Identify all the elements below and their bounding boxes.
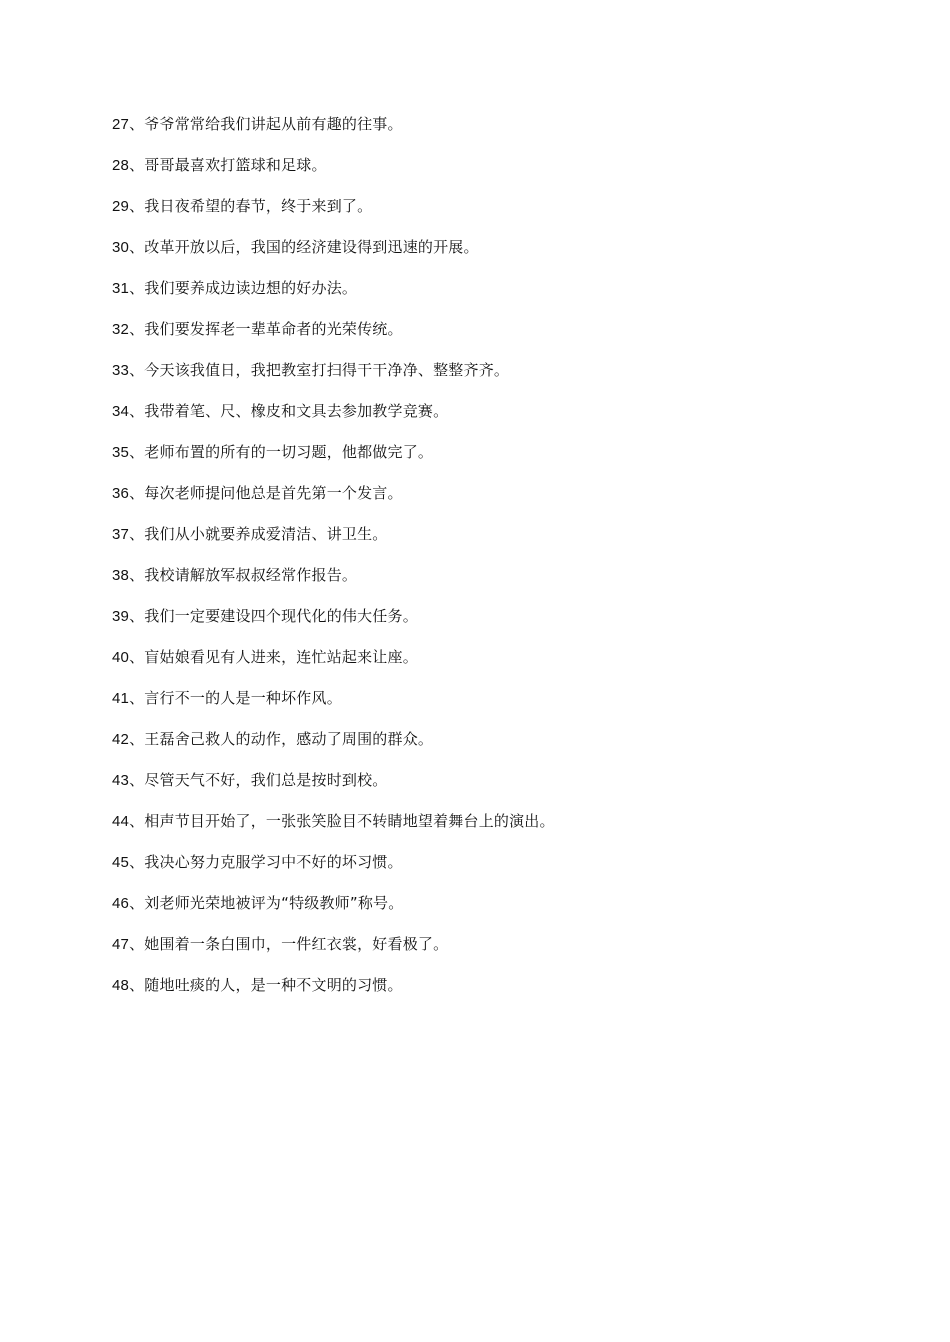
list-item [112,563,872,604]
item-number: 41 [112,690,130,707]
item-text: 、哥哥最喜欢打篮球和足球。 [129,156,327,174]
item-text: 、我决心努力克服学习中不好的坏习惯。 [129,853,403,871]
item-text: 、我们要养成边读边想的好办法。 [129,279,358,297]
item-text: 、今天该我值日，我把教室打扫得干干净净、整整齐齐。 [129,361,510,379]
list-item [112,645,872,686]
list-item [112,932,872,973]
item-text: 、老师布置的所有的一切习题，他都做完了。 [129,443,434,461]
list-item [112,276,872,317]
item-text: 、改革开放以后，我国的经济建设得到迅速的开展。 [129,238,479,256]
list-item [112,522,872,563]
list-item [112,809,872,850]
item-number: 42 [112,731,130,748]
item-text: 、言行不一的人是一种坏作风。 [129,689,342,707]
list-item [112,194,872,235]
list-item [112,973,872,1014]
list-item [112,850,872,891]
item-number: 39 [112,608,130,625]
item-number: 29 [112,198,130,215]
item-number: 34 [112,403,130,420]
item-number: 31 [112,280,130,297]
item-number: 48 [112,977,130,994]
item-text: 、刘老师光荣地被评为“特级教师”称号。 [129,894,404,912]
item-text: 、随地吐痰的人，是一种不文明的习惯。 [129,976,403,994]
item-text: 、我们一定要建设四个现代化的伟大任务。 [129,607,418,625]
item-number: 46 [112,895,130,912]
item-text: 、每次老师提问他总是首先第一个发言。 [129,484,403,502]
item-number: 30 [112,239,130,256]
item-number: 28 [112,157,130,174]
item-number: 32 [112,321,130,338]
list-item [112,317,872,358]
item-number: 33 [112,362,130,379]
item-number: 36 [112,485,130,502]
list-item [112,604,872,645]
list-item [112,112,872,153]
item-text: 、我日夜希望的春节，终于来到了。 [129,197,373,215]
item-text: 、王磊舍己救人的动作，感动了周围的群众。 [129,730,434,748]
list-item [112,440,872,481]
item-text: 、爷爷常常给我们讲起从前有趣的往事。 [129,115,403,133]
item-number: 44 [112,813,130,830]
list-item [112,358,872,399]
item-text: 、她围着一条白围巾，一件红衣裳，好看极了。 [129,935,449,953]
item-text: 、我带着笔、尺、橡皮和文具去参加教学竞赛。 [129,402,449,420]
item-number: 45 [112,854,130,871]
list-item [112,768,872,809]
list-item [112,481,872,522]
item-number: 43 [112,772,130,789]
item-text: 、相声节目开始了，一张张笑脸目不转睛地望着舞台上的演出。 [129,812,555,830]
item-text: 、我们从小就要养成爱清洁、讲卫生。 [129,525,388,543]
list-item [112,235,872,276]
item-number: 35 [112,444,130,461]
item-number: 27 [112,116,130,133]
list-item [112,891,872,932]
item-text: 、我们要发挥老一辈革命者的光荣传统。 [129,320,403,338]
item-number: 37 [112,526,130,543]
list-item [112,727,872,768]
list-item [112,153,872,194]
item-text: 、盲姑娘看见有人进来，连忙站起来让座。 [129,648,418,666]
sentence-list [112,112,872,1014]
item-text: 、尽管天气不好，我们总是按时到校。 [129,771,388,789]
item-number: 40 [112,649,130,666]
item-number: 47 [112,936,130,953]
item-number: 38 [112,567,130,584]
item-text: 、我校请解放军叔叔经常作报告。 [129,566,358,584]
list-item [112,686,872,727]
list-item [112,399,872,440]
